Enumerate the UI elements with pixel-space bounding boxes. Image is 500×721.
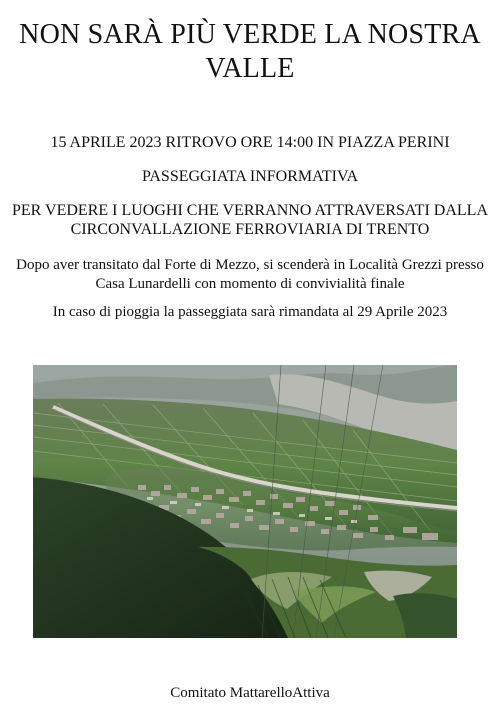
walk-type: PASSEGGIATA INFORMATIVA <box>141 168 359 185</box>
organizer-signature: Comitato MattarelloAttiva <box>170 685 330 701</box>
poster-title: NON SARÀ PIÙ VERDE LA NOSTRA VALLE <box>19 19 481 84</box>
meeting-info: 15 APRILE 2023 RITROVO ORE 14:00 IN PIAZZA PERINI <box>50 134 450 151</box>
rain-notice: In caso di pioggia la passeggiata sarà rimandata al 29 Aprile 2023 <box>52 304 448 320</box>
walk-purpose: PER VEDERE I LUOGHI CHE VERRANNO ATTRAVERSATI DALLA CIRCONVALLAZIONE FERROVIARIA DI TRENTO <box>11 202 488 238</box>
walk-description: Dopo aver transitato dal Forte di Mezzo, si scenderà in Località Grezzi presso Casa Lunardelli con momento di convivialità finale <box>16 257 484 292</box>
valley-aerial-photo <box>33 365 457 638</box>
